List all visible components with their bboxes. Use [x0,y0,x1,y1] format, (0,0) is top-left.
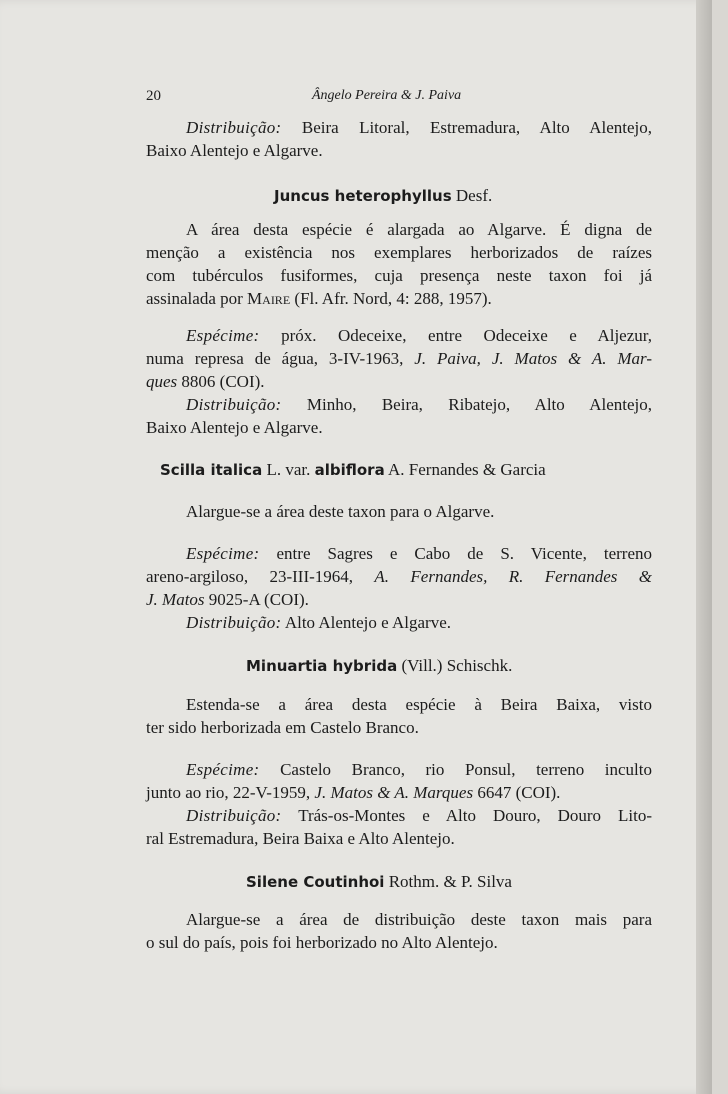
minuartia-specimen [146,758,652,850]
text-line: Baixo Alentejo e Algarve. [146,418,323,437]
species-heading-juncus: Juncus heterophyllus Desf. [274,186,493,205]
page-header [146,88,650,110]
text-line: menção a existência nos exemplares herborizados de raízes [146,243,652,262]
minuartia-description [146,693,652,739]
juncus-specimen [146,324,652,439]
text-line: Distribuição: Beira Litoral, Estremadura, Alto Alentejo, [186,118,652,137]
text-line: ques 8806 (COI). [146,372,265,391]
text-line: assinalada por Maire (Fl. Afr. Nord, 4: 288, 1957). [146,289,492,308]
text-line: Alargue-se a área de distribuição deste taxon mais para [186,910,652,929]
text-line: com tubérculos fusiformes, cuja presença neste taxon foi já [146,266,652,285]
running-head: Ângelo Pereira & J. Paiva [312,88,462,103]
text-line: Espécime: entre Sagres e Cabo de S. Vicente, terreno [186,544,652,563]
text-line: Baixo Alentejo e Algarve. [146,141,323,160]
page-number: 20 [146,88,161,104]
juncus-description [146,218,652,310]
text-line: numa represa de água, 3-IV-1963, J. Paiva, J. Matos & A. Mar- [146,349,652,368]
text-line: J. Matos 9025-A (COI). [146,590,309,609]
text-line: Espécime: próx. Odeceixe, entre Odeceixe e Aljezur, [186,326,653,345]
text-line: ral Estremadura, Beira Baixa e Alto Alentejo. [146,829,455,848]
distribution-paragraph-1 [146,116,652,162]
text-line: Estenda-se a área desta espécie à Beira Baixa, visto [186,695,652,714]
page-edge [696,0,712,1094]
scilla-description [146,500,652,523]
text-line: Distribuição: Alto Alentejo e Algarve. [186,613,452,632]
text-line: Espécime: Castelo Branco, rio Ponsul, terreno inculto [186,760,652,779]
text-line: areno-argiloso, 23-III-1964, A. Fernandes, R. Fernandes & [146,567,652,586]
text-line: o sul do país, pois foi herborizado no Alto Alentejo. [146,933,498,952]
species-heading-silene: Silene Coutinhoi Rothm. & P. Silva [246,872,512,891]
text-line: junto ao rio, 22-V-1959, J. Matos & A. Marques 6647 (COI). [146,783,561,802]
species-heading-scilla: Scilla italica L. var. albiflora A. Fernandes & Garcia [160,460,546,479]
silene-description [146,908,652,954]
text-line: Distribuição: Trás-os-Montes e Alto Douro, Douro Lito- [186,806,653,825]
text-line: Distribuição: Minho, Beira, Ribatejo, Alto Alentejo, [186,395,653,414]
species-heading-minuartia: Minuartia hybrida (Vill.) Schischk. [246,656,513,675]
text-line: ter sido herborizada em Castelo Branco. [146,718,419,737]
text-line: Alargue-se a área deste taxon para o Algarve. [186,502,495,521]
scilla-specimen [146,542,652,634]
text-line: A área desta espécie é alargada ao Algarve. É digna de [186,220,652,239]
